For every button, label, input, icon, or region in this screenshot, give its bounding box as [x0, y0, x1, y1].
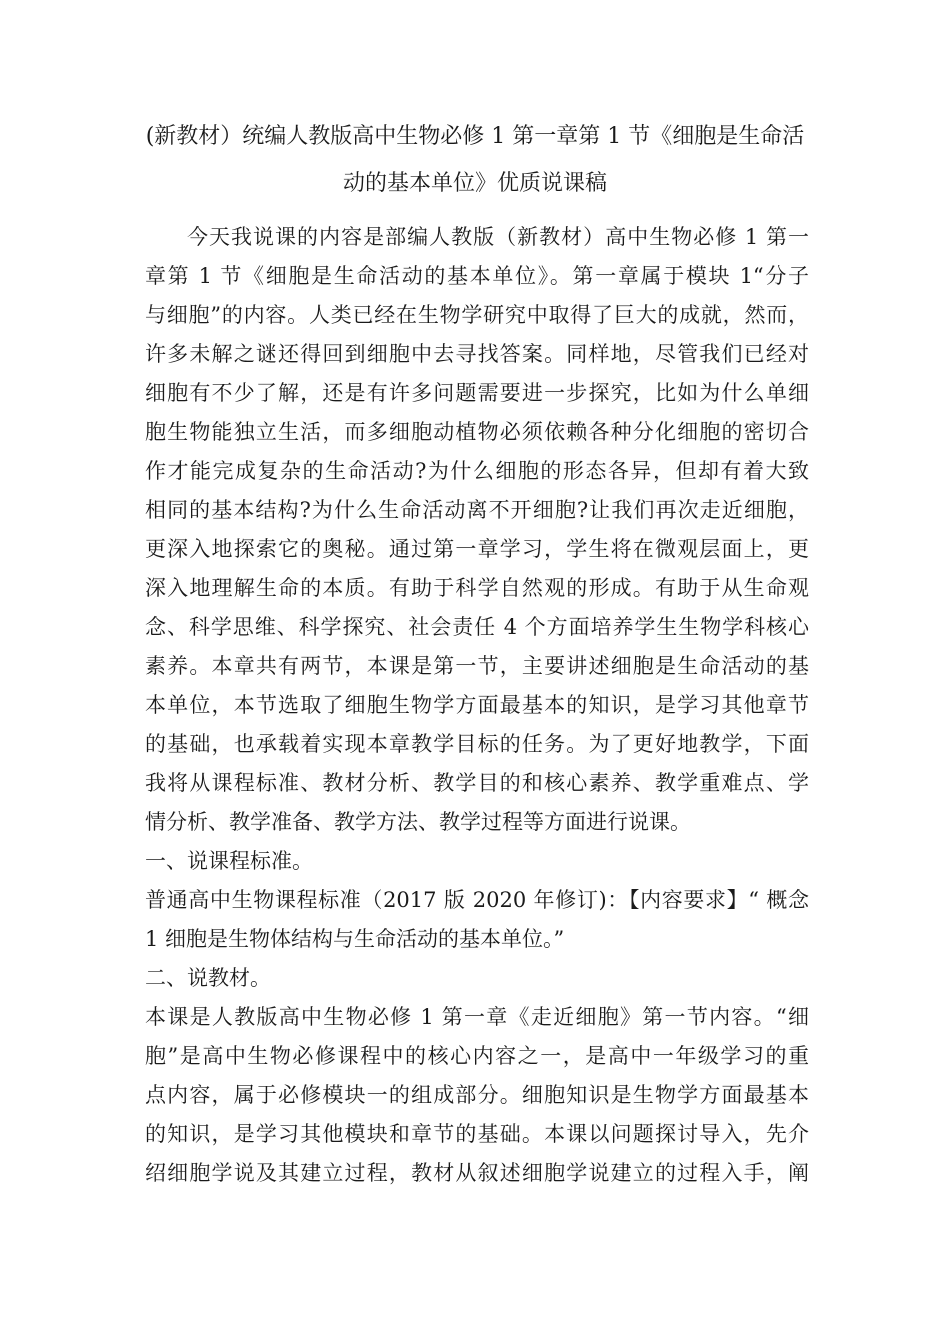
body-line: 点内容，属于必修模块一的组成部分。细胞知识是生物学方面最基本: [145, 1083, 809, 1107]
document-title-line-2: 动的基本单位》优质说课稿: [342, 171, 607, 196]
body-line: 本单位，本节选取了细胞生物学方面最基本的知识，是学习其他章节: [145, 693, 809, 717]
body-line: 细胞有不少了解，还是有许多问题需要进一步探究，比如为什么单细: [145, 381, 809, 405]
document-body: [145, 218, 809, 1193]
body-line: 深入地理解生命的本质。有助于科学自然观的形成。有助于从生命观: [145, 576, 809, 600]
body-line: 绍细胞学说及其建立过程，教材从叙述细胞学说建立的过程入手，阐: [145, 1161, 809, 1185]
body-line: 胞”是高中生物必修课程中的核心内容之一，是高中一年级学习的重: [145, 1044, 809, 1068]
body-line: 的知识，是学习其他模块和章节的基础。本课以问题探讨导入，先介: [145, 1122, 809, 1146]
body-line: 普通高中生物课程标准（2017 版 2020 年修订)：【内容要求】“ 概念: [145, 888, 809, 912]
body-line: 许多未解之谜还得回到细胞中去寻找答案。同样地，尽管我们已经对: [145, 342, 809, 366]
body-line: 念、科学思维、科学探究、社会责任 4 个方面培养学生生物学科核心: [145, 615, 809, 639]
body-line: 1 细胞是生物体结构与生命活动的基本单位。”: [145, 927, 565, 951]
body-line: 情分析、教学准备、教学方法、教学过程等方面进行说课。: [145, 810, 691, 834]
section-heading: 一、说课程标准。: [145, 849, 313, 873]
body-line: 素养。本章共有两节，本课是第一节，主要讲述细胞是生命活动的基: [145, 654, 809, 678]
body-line: 相同的基本结构?为什么生命活动离不开细胞?让我们再次走近细胞，: [145, 498, 809, 522]
body-line: 胞生物能独立生活，而多细胞动植物必须依赖各种分化细胞的密切合: [145, 420, 809, 444]
body-line: 我将从课程标准、教材分析、教学目的和核心素养、教学重难点、学: [145, 771, 809, 795]
body-line: 的基础，也承载着实现本章教学目标的任务。为了更好地教学，下面: [145, 732, 809, 756]
body-line: 章第 1 节《细胞是生命活动的基本单位》。第一章属于模块 1“分子: [145, 264, 809, 288]
document-title-line-1: (新教材）统编人教版高中生物必修 1 第一章第 1 节《细胞是生命活: [145, 124, 805, 149]
body-line: 本课是人教版高中生物必修 1 第一章《走近细胞》第一节内容。“细: [145, 1005, 809, 1029]
body-line: 作才能完成复杂的生命活动?为什么细胞的形态各异，但却有着大致: [145, 459, 809, 483]
body-line: 更深入地探索它的奥秘。通过第一章学习，学生将在微观层面上，更: [145, 537, 809, 561]
section-heading: 二、说教材。: [145, 966, 271, 990]
body-line: 与细胞”的内容。人类已经在生物学研究中取得了巨大的成就，然而，: [145, 303, 809, 327]
body-line: 今天我说课的内容是部编人教版（新教材）高中生物必修 1 第一: [187, 225, 809, 249]
